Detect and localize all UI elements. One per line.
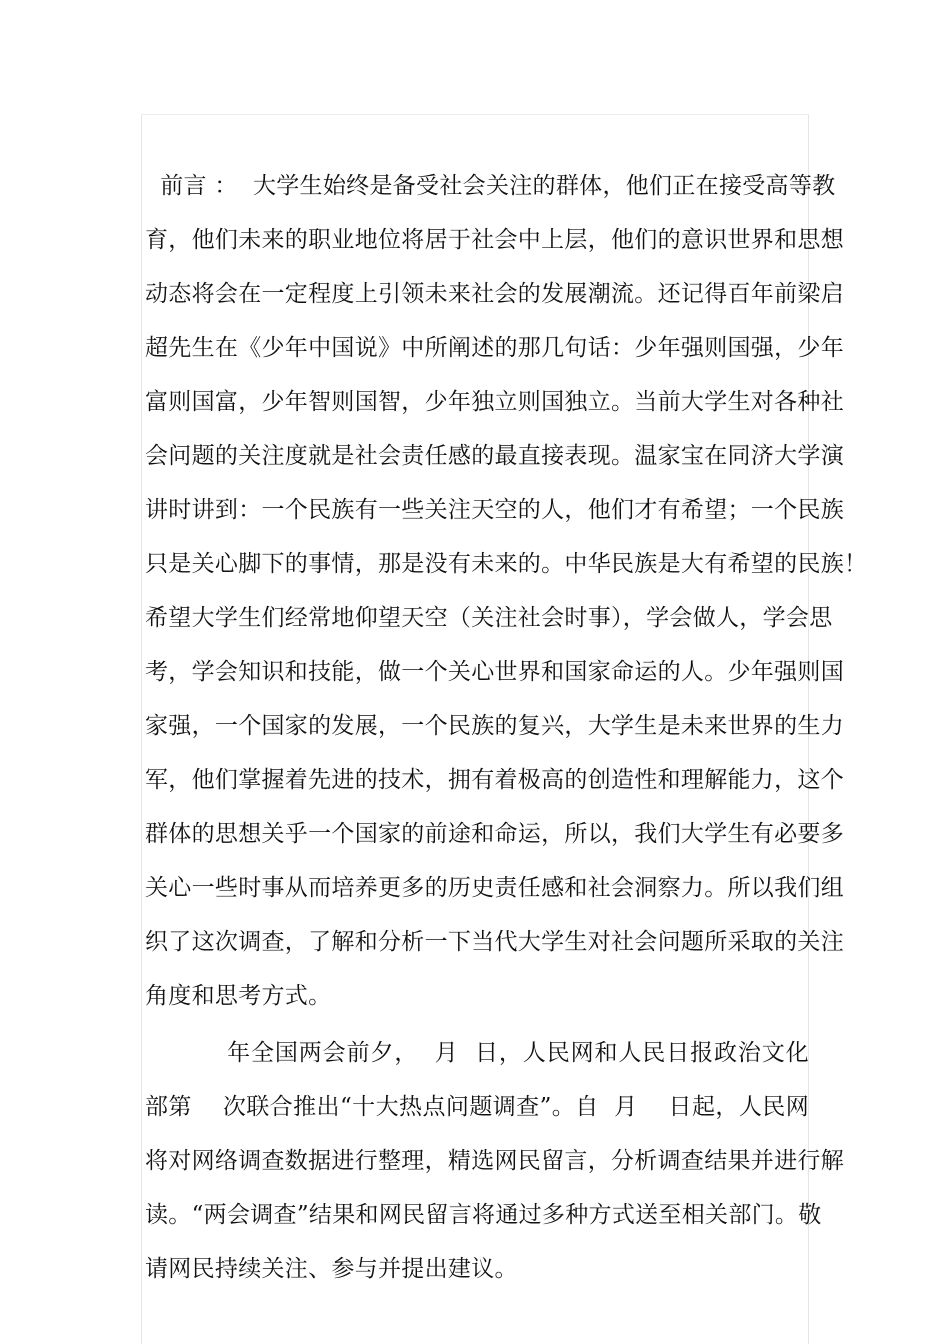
- text-line: 家强，一个国家的发展，一个民族的复兴，大学生是未来世界的生力: [145, 713, 844, 739]
- text-line: 富则国富，少年智则国智，少年独立则国独立。当前大学生对各种社: [145, 389, 844, 415]
- text-line: 会问题的关注度就是社会责任感的最直接表现。温家宝在同济大学演: [145, 443, 844, 469]
- text-line: 角度和思考方式。: [145, 983, 332, 1009]
- text-line: 群体的思想关乎一个国家的前途和命运，所以，我们大学生有必要多: [145, 821, 844, 847]
- text-line: 关心一些时事从而培养更多的历史责任感和社会洞察力。所以我们组: [145, 875, 844, 901]
- text-line: 部第 次联合推出“十大热点问题调查”。自 月 日起，人民网: [145, 1094, 809, 1120]
- text-line: 请网民持续关注、参与并提出建议。: [145, 1256, 518, 1282]
- text-line: 将对网络调查数据进行整理，精选网民留言，分析调查结果并进行解: [145, 1148, 844, 1174]
- text-line: 育，他们未来的职业地位将居于社会中上层，他们的意识世界和思想: [145, 227, 844, 253]
- text-line: 织了这次调查，了解和分析一下当代大学生对社会问题所采取的关注: [145, 929, 844, 955]
- text-line: 军，他们掌握着先进的技术，拥有着极高的创造性和理解能力，这个: [145, 767, 844, 793]
- text-line: 讲时讲到：一个民族有一些关注天空的人，他们才有希望；一个民族: [145, 497, 844, 523]
- text-line: 考，学会知识和技能，做一个关心世界和国家命运的人。少年强则国: [145, 659, 844, 685]
- text-line: 动态将会在一定程度上引领未来社会的发展潮流。还记得百年前梁启: [145, 281, 844, 307]
- text-line: 超先生在《少年中国说》中所阐述的那几句话：少年强则国强，少年: [145, 335, 844, 361]
- text-line: 年全国两会前夕， 月 日，人民网和人民日报政治文化: [145, 1040, 809, 1066]
- text-line: 希望大学生们经常地仰望天空（关注社会时事），学会做人，学会思: [145, 605, 833, 631]
- text-line: 前言 ： 大学生始终是备受社会关注的群体，他们正在接受高等教: [145, 173, 836, 199]
- text-line: 只是关心脚下的事情，那是没有未来的。中华民族是大有希望的民族！: [145, 551, 868, 577]
- text-line: 读。“两会调查”结果和网民留言将通过多种方式送至相关部门。敬: [145, 1202, 822, 1228]
